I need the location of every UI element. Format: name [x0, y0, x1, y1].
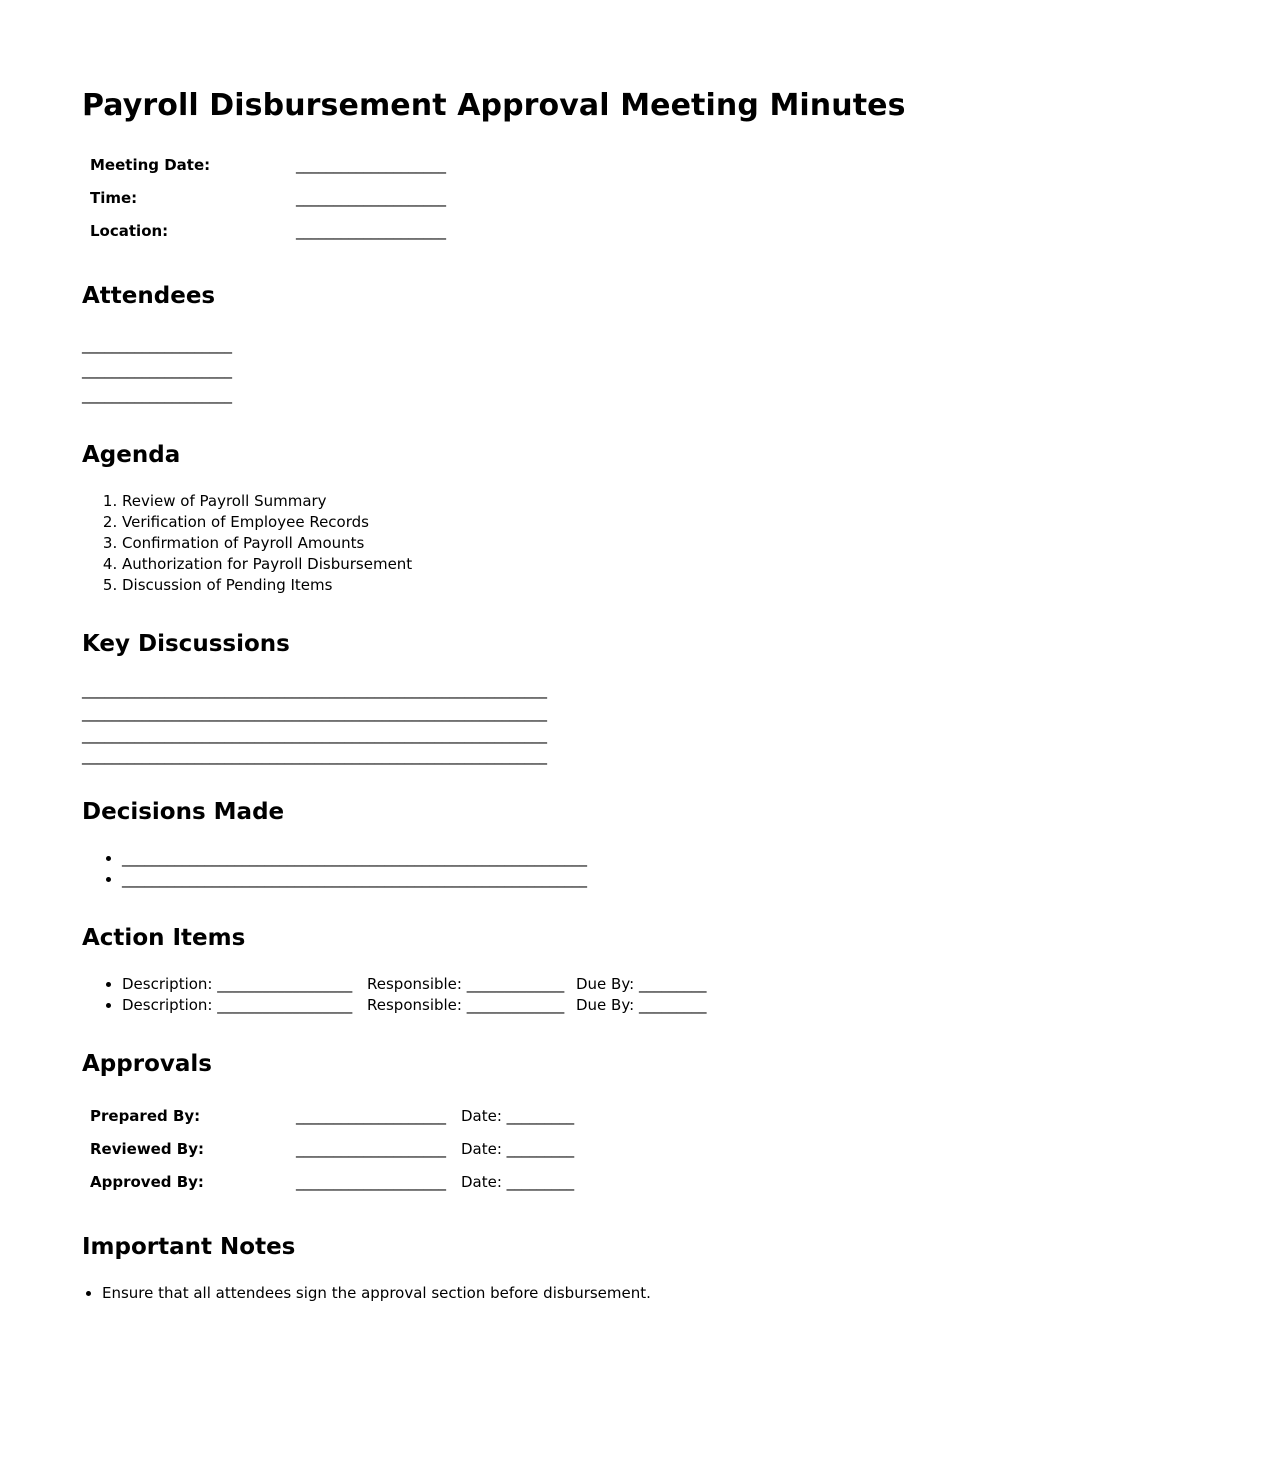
reviewed-by-date: Date: _________ — [461, 1140, 575, 1158]
key-discussions-heading: Key Discussions — [82, 631, 290, 657]
note-item: • Ensure that all attendees sign the approval section before disbursement. — [102, 1283, 651, 1304]
action-item-responsible: Responsible: _____________ — [367, 996, 565, 1014]
attendee-line: ____________________ — [82, 361, 232, 379]
decisions-list — [82, 848, 587, 890]
agenda-item: 5. Discussion of Pending Items — [122, 575, 412, 596]
decisions-heading: Decisions Made — [82, 799, 285, 825]
time-label: Time: — [90, 189, 138, 207]
important-notes-heading: Important Notes — [82, 1234, 296, 1260]
action-item-due: Due By: _________ — [576, 975, 707, 993]
meeting-date-blank: ____________________ — [296, 156, 446, 174]
action-item-description: Description: __________________ — [122, 996, 353, 1014]
notes-list — [82, 1283, 651, 1304]
action-item-responsible: Responsible: _____________ — [367, 975, 565, 993]
agenda-item: 2. Verification of Employee Records — [122, 512, 412, 533]
page-title: Payroll Disbursement Approval Meeting Minutes — [82, 88, 906, 123]
approved-by-label: Approved By: — [90, 1173, 204, 1191]
agenda-heading: Agenda — [82, 442, 181, 468]
prepared-by-signature: ____________________ — [296, 1107, 446, 1125]
agenda-list — [82, 491, 412, 596]
agenda-item: 1. Review of Payroll Summary — [122, 491, 412, 512]
discussion-line: ______________________________________________________________ — [82, 726, 547, 744]
approvals-heading: Approvals — [82, 1051, 212, 1077]
agenda-item: 3. Confirmation of Payroll Amounts — [122, 533, 412, 554]
meeting-date-label: Meeting Date: — [90, 156, 211, 174]
location-label: Location: — [90, 222, 169, 240]
attendees-heading: Attendees — [82, 283, 216, 309]
reviewed-by-signature: ____________________ — [296, 1140, 446, 1158]
prepared-by-label: Prepared By: — [90, 1107, 201, 1125]
action-item-due: Due By: _________ — [576, 996, 707, 1014]
discussion-line: ______________________________________________________________ — [82, 747, 547, 765]
time-blank: ____________________ — [296, 189, 446, 207]
approved-by-signature: ____________________ — [296, 1173, 446, 1191]
action-item — [122, 974, 706, 995]
prepared-by-date: Date: _________ — [461, 1107, 575, 1125]
action-items-heading: Action Items — [82, 925, 246, 951]
location-blank: ____________________ — [296, 222, 446, 240]
action-items-list — [82, 974, 706, 1016]
discussion-line: ______________________________________________________________ — [82, 704, 547, 722]
decision-item: • ______________________________________________________________ — [122, 869, 587, 890]
approved-by-date: Date: _________ — [461, 1173, 575, 1191]
decision-item: • ______________________________________________________________ — [122, 848, 587, 869]
action-item-description: Description: __________________ — [122, 975, 353, 993]
action-item — [122, 995, 706, 1016]
agenda-item: 4. Authorization for Payroll Disbursement — [122, 554, 412, 575]
attendee-line: ____________________ — [82, 386, 232, 404]
attendee-line: ____________________ — [82, 336, 232, 354]
discussion-line: ______________________________________________________________ — [82, 681, 547, 699]
reviewed-by-label: Reviewed By: — [90, 1140, 205, 1158]
